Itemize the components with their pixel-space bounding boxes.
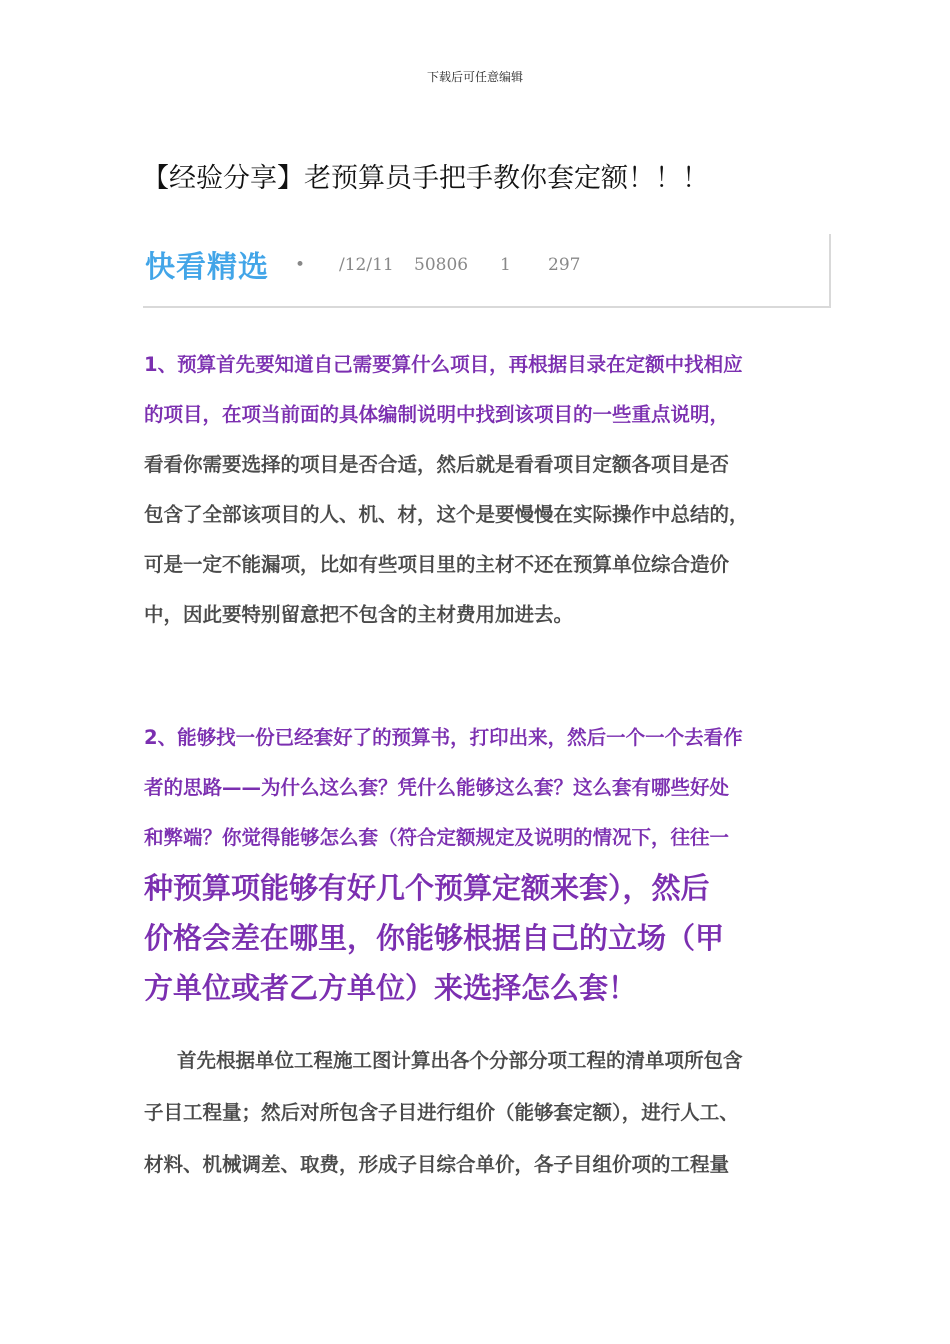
header-note: 下载后可任意编辑 (426, 70, 523, 84)
paragraph-2 (144, 713, 814, 1013)
paragraph-line: 材料、机械调差、取费，形成子目综合单价，各子目组价项的工程量 (144, 1153, 730, 1176)
source-brand[interactable]: 快看精选 (145, 250, 269, 285)
like-count: 1 (500, 255, 511, 275)
paragraph-line: 看看你需要选择的项目是否合适，然后就是看看项目定额各项目是否 (144, 453, 730, 476)
publish-date: /12/11 (339, 255, 394, 275)
paragraph-line: 1、预算首先要知道自己需要算什么项目，再根据目录在定额中找相应 (144, 353, 743, 376)
paragraph-line: 者的思路——为什么这么套？凭什么能够这么套？这么套有哪些好处 (144, 776, 730, 799)
paragraph-line-large: 价格会差在哪里，你能够根据自己的立场（甲 (144, 921, 725, 955)
comment-count: 297 (548, 255, 581, 275)
paragraph-3 (144, 1035, 814, 1191)
paragraph-line-large: 方单位或者乙方单位）来选择怎么套！ (144, 971, 638, 1005)
paragraph-line: 首先根据单位工程施工图计算出各个分部分项工程的清单项所包含 (177, 1049, 743, 1072)
view-count: 50806 (414, 255, 469, 275)
meta-bullet: • (295, 255, 306, 275)
paragraph-line: 可是一定不能漏项，比如有些项目里的主材不还在预算单位综合造价 (144, 553, 730, 576)
paragraph-line: 包含了全部该项目的人、机、材，这个是要慢慢在实际操作中总结的， (144, 503, 749, 526)
paragraph-line: 2、能够找一份已经套好了的预算书，打印出来，然后一个一个去看作 (144, 726, 743, 749)
article-meta (143, 234, 831, 308)
paragraph-line: 的项目，在项当前面的具体编制说明中找到该项目的一些重点说明， (144, 403, 730, 426)
paragraph-line: 中，因此要特别留意把不包含的主材费用加进去。 (144, 603, 574, 626)
paragraph-line: 子目工程量；然后对所包含子目进行组价（能够套定额），进行人工、 (144, 1101, 739, 1124)
paragraph-line-large: 种预算项能够有好几个预算定额来套），然后 (144, 871, 710, 905)
article-title: 【经验分享】老预算员手把手教你套定额！！！ (142, 163, 709, 194)
paragraph-line: 和弊端？你觉得能够怎么套（符合定额规定及说明的情况下，往往一 (144, 826, 730, 849)
paragraph-1 (144, 340, 814, 640)
